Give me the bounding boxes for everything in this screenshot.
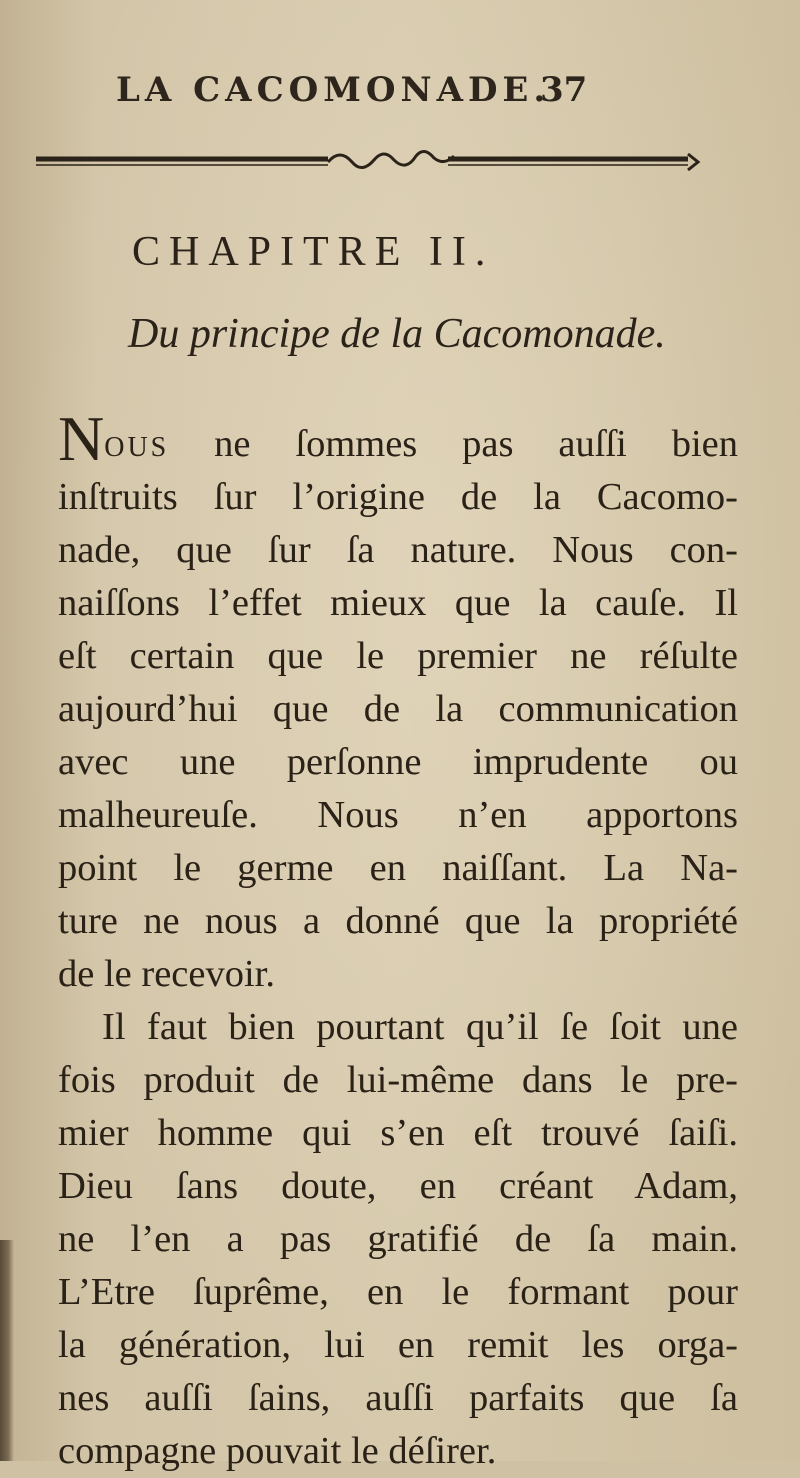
page-edge-shadow [0, 1240, 14, 1461]
chapter-subtitle: Du principe de la Cacomonade. [128, 311, 666, 357]
running-head [0, 70, 800, 110]
text-line: nade, que ſur ſa nature. Nous con- [58, 529, 738, 571]
text-line: naiſſons l’effet mieux que la cauſe. Il [58, 582, 738, 624]
text-line: avec une perſonne imprudente ou [58, 741, 738, 783]
text-line: Il faut bien pourtant qu’il ſe ſoit une [102, 1006, 738, 1048]
text-line: ne l’en a pas gratifié de ſa main. [58, 1218, 738, 1260]
smallcaps-word: OUS [104, 432, 170, 463]
text-line: aujourd’hui que de la communication [58, 688, 738, 730]
body-text [58, 403, 738, 1478]
text-line: L’Etre ſuprême, en le formant pour [58, 1271, 738, 1313]
page-number: 37 [540, 70, 588, 110]
text-line: eſt certain que le premier ne réſulte [58, 635, 738, 677]
text-line: de le recevoir. [58, 953, 275, 995]
text-line: mier homme qui s’en eſt trouvé ſaiſi. [58, 1112, 738, 1154]
running-head-title: LA CACOMONADE. [116, 70, 551, 110]
text-line: la génération, lui en remit les orga- [58, 1324, 738, 1366]
ornamental-rule [28, 145, 708, 181]
text-line: ture ne nous a donné que la propriété [58, 900, 738, 942]
drop-cap: N [58, 403, 105, 474]
text-line: nes auſſi ſains, auſſi parfaits que ſa [58, 1377, 738, 1419]
text-line: malheureuſe. Nous n’en apportons [58, 794, 738, 836]
text-line: inſtruits ſur l’origine de la Cacomo- [58, 476, 738, 518]
text-line: compagne pouvait le déſirer. [58, 1430, 497, 1472]
text-line [58, 403, 738, 474]
text-line: Dieu ſans doute, en créant Adam, [58, 1165, 738, 1207]
text-fragment: ne ſommes pas auſſi bien [214, 423, 738, 465]
text-line: point le germe en naiſſant. La Na- [58, 847, 738, 889]
chapter-heading: CHAPITRE II. [132, 229, 495, 275]
text-line: fois produit de lui-même dans le pre- [58, 1059, 738, 1101]
